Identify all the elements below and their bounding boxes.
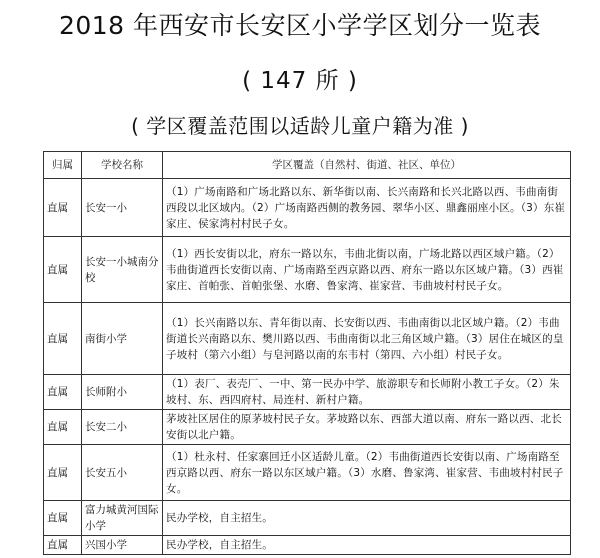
attribution-cell: 直属: [44, 445, 82, 501]
table-row: [44, 445, 571, 501]
coverage-cell: 民办学校，自主招生。: [163, 536, 571, 555]
table-row: [44, 303, 571, 375]
attribution-cell: 直属: [44, 179, 82, 237]
attribution-cell: 直属: [44, 410, 82, 445]
school-name-cell: 长师附小: [82, 375, 163, 410]
attribution-cell: 直属: [44, 237, 82, 303]
table-row: [44, 410, 571, 445]
table-row: [44, 375, 571, 410]
column-header-school: 学校名称: [82, 152, 163, 179]
coverage-note: ( 学区覆盖范围以适龄儿童户籍为准 ): [131, 114, 469, 138]
coverage-cell: 民办学校，自主招生。: [163, 501, 571, 536]
school-name-cell: 长安一小城南分校: [82, 237, 163, 303]
school-name-cell: 长安二小: [82, 410, 163, 445]
column-header-attribution: 归属: [44, 152, 82, 179]
attribution-cell: 直属: [44, 303, 82, 375]
coverage-cell: （1）广场南路和广场北路以东、新华街以南、长兴南路和长兴北路以西、韦曲南街西段以北区域内。（2）广场南路西侧的教务园、翠华小区、鼎鑫丽座小区。（3）东崔家庄、侯家湾村村民子女。: [163, 179, 571, 237]
school-count: ( 147 所 ): [242, 68, 358, 94]
table-row: [44, 237, 571, 303]
school-name-cell: 兴国小学: [82, 536, 163, 555]
coverage-cell: （1）长兴南路以东、青年街以南、长安街以西、韦曲南街以北区域户籍。（2）韦曲街道长兴南路以东、樊川路以西、韦曲南街以北三角区域户籍。（3）居住在城区的皇子坡村（第六小组）与皂河路以南的东韦村（第四、六小组）村民子女。: [163, 303, 571, 375]
school-district-table: [43, 151, 571, 555]
school-name-cell: 长安一小: [82, 179, 163, 237]
attribution-cell: 直属: [44, 501, 82, 536]
school-name-cell: 长安五小: [82, 445, 163, 501]
coverage-cell: （1）杜永村、任家寨回迁小区适龄儿童。（2）韦曲街道西长安街以南、广场南路至西京路以西、府东一路以东区域户籍。（3）水磨、鲁家湾、崔家营、韦曲坡村村民子女。: [163, 445, 571, 501]
attribution-cell: 直属: [44, 375, 82, 410]
attribution-cell: 直属: [44, 536, 82, 555]
document-title: 2018 年西安市长安区小学学区划分一览表: [58, 11, 542, 40]
table-header-row: [44, 152, 571, 179]
coverage-cell: （1）西长安街以北，府东一路以东，韦曲北街以南，广场北路以西区域户籍。（2）韦曲街道西长安街以南、广场南路至西京路以西、府东一路以东区域户籍。（3）西崔家庄、首帕张、首帕张堡、水磨、鲁家湾、崔家营、韦曲坡村村民子女。: [163, 237, 571, 303]
table-row: [44, 536, 571, 555]
table-row: [44, 179, 571, 237]
coverage-cell: 茅坡社区居住的原茅坡村民子女。茅坡路以东、西部大道以南、府东一路以西、北长安街以北户籍。: [163, 410, 571, 445]
school-name-cell: 富力城黄河国际小学: [82, 501, 163, 536]
column-header-coverage: 学区覆盖（自然村、街道、社区、单位）: [163, 152, 571, 179]
school-name-cell: 南街小学: [82, 303, 163, 375]
table-row: [44, 501, 571, 536]
coverage-cell: （1）表厂、表壳厂、一中、第一民办中学、旅游职专和长师附小教工子女。（2）朱坡村、东、西四府村、局连村、新村户籍。: [163, 375, 571, 410]
